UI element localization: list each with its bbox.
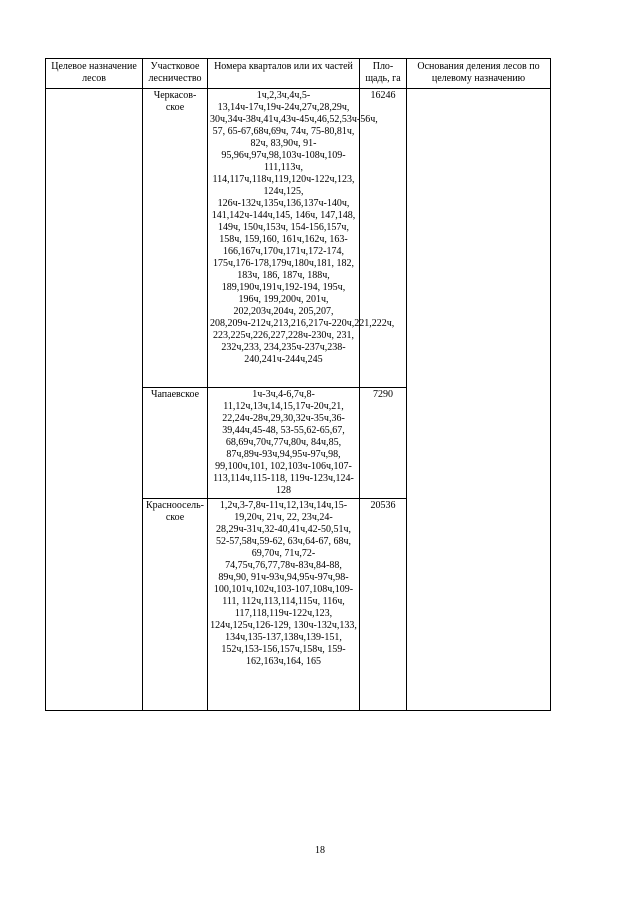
header-quarters: Номера кварталов или их частей: [208, 59, 360, 89]
header-area: Пло-щадь, га: [360, 59, 407, 89]
quarters-cell: 1ч-3ч,4-6,7ч,8-11,12ч,13ч,14,15,17ч-20ч,21, 22,24ч-28ч,29,30,32ч-35ч,36-39,44ч,45-48, 53-55,62-65,67, 68,69ч,70ч,77ч,80ч, 84ч,85, 87ч,89ч-93ч,94,95ч-97ч,98, 99,100ч,101, 102,103ч-106ч,107-113,114ч,115-118, 119ч-123ч,124-128: [208, 388, 360, 499]
header-basis: Основания деления лесов по целевому назначению: [407, 59, 551, 89]
table-header-row: [46, 59, 551, 89]
table-row: [46, 89, 551, 388]
district-cell: Красноосель-ское: [143, 499, 208, 711]
area-cell: 20536: [360, 499, 407, 711]
forest-division-table: [45, 58, 551, 711]
district-cell: Черкасов-ское: [143, 89, 208, 388]
header-purpose: Целевое назначение лесов: [46, 59, 143, 89]
purpose-cell: [46, 89, 143, 711]
district-cell: Чапаевское: [143, 388, 208, 499]
quarters-cell: 1ч,2,3ч,4ч,5-13,14ч-17ч,19ч-24ч,27ч,28,29ч, 30ч,34ч-38ч,41ч,43ч-45ч,46,52,53ч-56ч, 57, 65-67,68ч,69ч, 74ч, 75-80,81ч, 82ч, 83,90ч, 91-95,96ч,97ч,98,103ч-108ч,109-111,113ч, 114,117ч,118ч,119,120ч-122ч,123, 124ч,125, 126ч-132ч,135ч,136,137ч-140ч, 141,142ч-144ч,145, 146ч, 147,148, 149ч, 150ч,153ч, 154-156,157ч, 158ч, 159,160, 161ч,162ч, 163-166,167ч,170ч,171ч,172-174, 175ч,176-178,179ч,180ч,181, 182, 183ч, 186, 187ч, 188ч, 189,190ч,191ч,192-194, 195ч, 196ч, 199,200ч, 201ч, 202,203ч,204ч, 205,207, 208,209ч-212ч,213,216,217ч-220ч,221,222ч, 223,225ч,226,227,228ч-230ч, 231, 232ч,233, 234,235ч-237ч,238-240,241ч-244ч,245: [208, 89, 360, 388]
quarters-cell: 1,2ч,3-7,8ч-11ч,12,13ч,14ч,15-19,20ч, 21ч, 22, 23ч,24-28,29ч-31ч,32-40,41ч,42-50,51ч, 52-57,58ч,59-62, 63ч,64-67, 68ч, 69,70ч, 71ч,72-74,75ч,76,77,78ч-83ч,84-88, 89ч,90, 91ч-93ч,94,95ч-97ч,98-100,101ч,102ч,103-107,108ч,109-111, 112ч,113,114,115ч, 116ч, 117,118,119ч-122ч,123, 124ч,125ч,126-129, 130ч-132ч,133, 134ч,135-137,138ч,139-151, 152ч,153-156,157ч,158ч, 159-162,163ч,164, 165: [208, 499, 360, 711]
area-cell: 16246: [360, 89, 407, 388]
area-cell: 7290: [360, 388, 407, 499]
header-district: Участковое лесничество: [143, 59, 208, 89]
basis-cell: [407, 89, 551, 711]
page-number: 18: [315, 845, 325, 856]
